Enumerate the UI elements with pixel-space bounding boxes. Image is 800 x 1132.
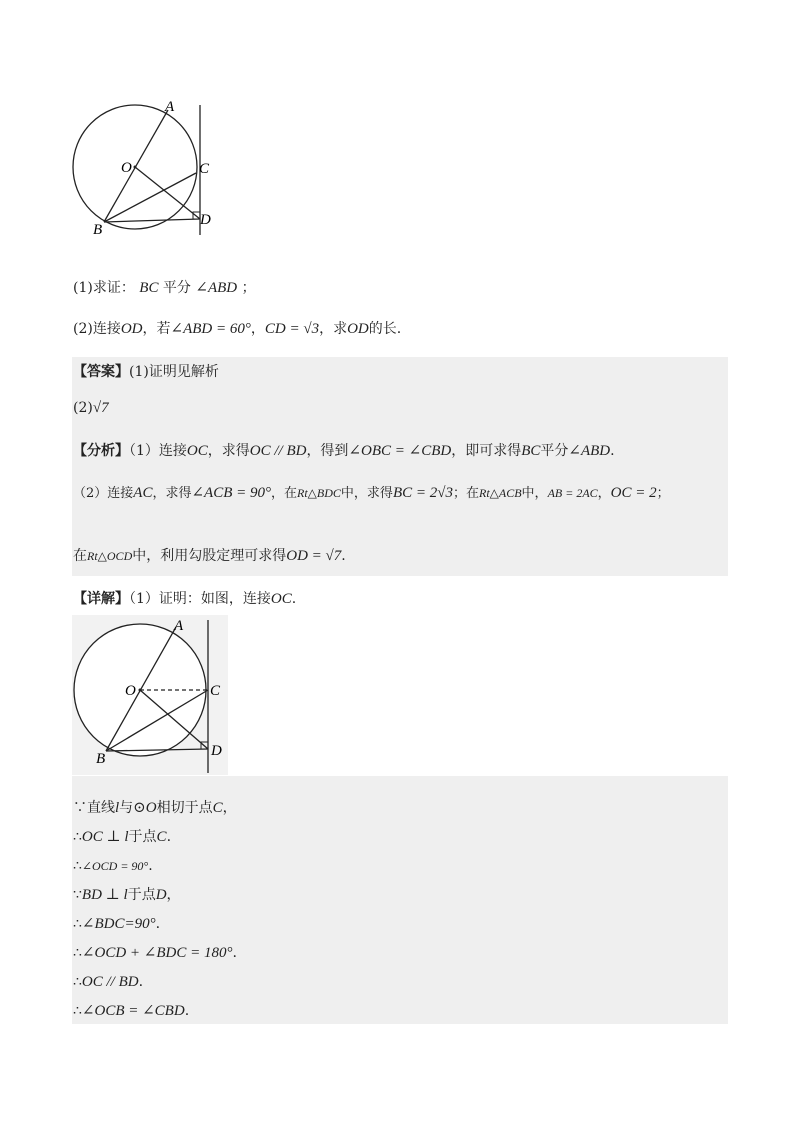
label-c: C bbox=[210, 683, 221, 699]
detail-step-4: ∵BD ⊥ l于点D， bbox=[73, 887, 181, 903]
label-a: A bbox=[174, 618, 184, 634]
analysis-line-1: 【分析】（1）连接OC，求得OC // BD，得到∠OBC = ∠CBD，即可求得BC平分∠ABD. bbox=[73, 443, 615, 459]
center-point bbox=[134, 166, 137, 169]
answer-line-1: 【答案】(1)证明见解析 bbox=[73, 364, 219, 380]
geometry-figure-2 bbox=[72, 615, 228, 775]
detail-step-5: ∴∠BDC=90°. bbox=[73, 916, 161, 932]
analysis-line-3: 在Rt△OCD中，利用勾股定理可求得OD = √7. bbox=[73, 548, 346, 564]
detail-step-1: ∵直线l与⊙O相切于点C， bbox=[73, 800, 237, 816]
detail-step-7: ∴OC // BD. bbox=[73, 974, 144, 990]
label-d: D bbox=[211, 743, 222, 759]
label-d: D bbox=[200, 212, 211, 228]
detail-step-6: ∴∠OCD + ∠BDC = 180°. bbox=[73, 945, 237, 961]
segment-bd bbox=[104, 219, 200, 222]
question-1: (1)求证： BC 平分 ∠ABD ； bbox=[73, 280, 256, 296]
label-a: A bbox=[165, 99, 175, 115]
geometry-figure-1 bbox=[60, 95, 230, 245]
detail-step-3: ∴∠OCD = 90°. bbox=[73, 858, 153, 874]
detail-intro: 【详解】（1）证明：如图，连接OC. bbox=[73, 591, 297, 607]
detail-step-2: ∴OC ⊥ l于点C. bbox=[73, 829, 172, 845]
answer-line-2: (2)√7 bbox=[73, 400, 109, 416]
label-b: B bbox=[93, 222, 103, 238]
label-o: O bbox=[121, 160, 132, 176]
center-point bbox=[139, 689, 142, 692]
label-b: B bbox=[96, 751, 106, 767]
detail-step-8: ∴∠OCB = ∠CBD. bbox=[73, 1003, 190, 1019]
question-2: (2)连接OD，若∠ABD = 60°，CD = √3，求OD的长. bbox=[73, 321, 402, 337]
label-o: O bbox=[125, 683, 136, 699]
segment-od bbox=[135, 167, 200, 219]
label-c: C bbox=[199, 161, 210, 177]
analysis-line-2: （2）连接AC，求得∠ACB = 90°，在Rt△BDC中，求得BC = 2√3；在Rt△ACB中，AB = 2AC，OC = 2； bbox=[73, 485, 670, 501]
answer-block bbox=[72, 357, 728, 576]
